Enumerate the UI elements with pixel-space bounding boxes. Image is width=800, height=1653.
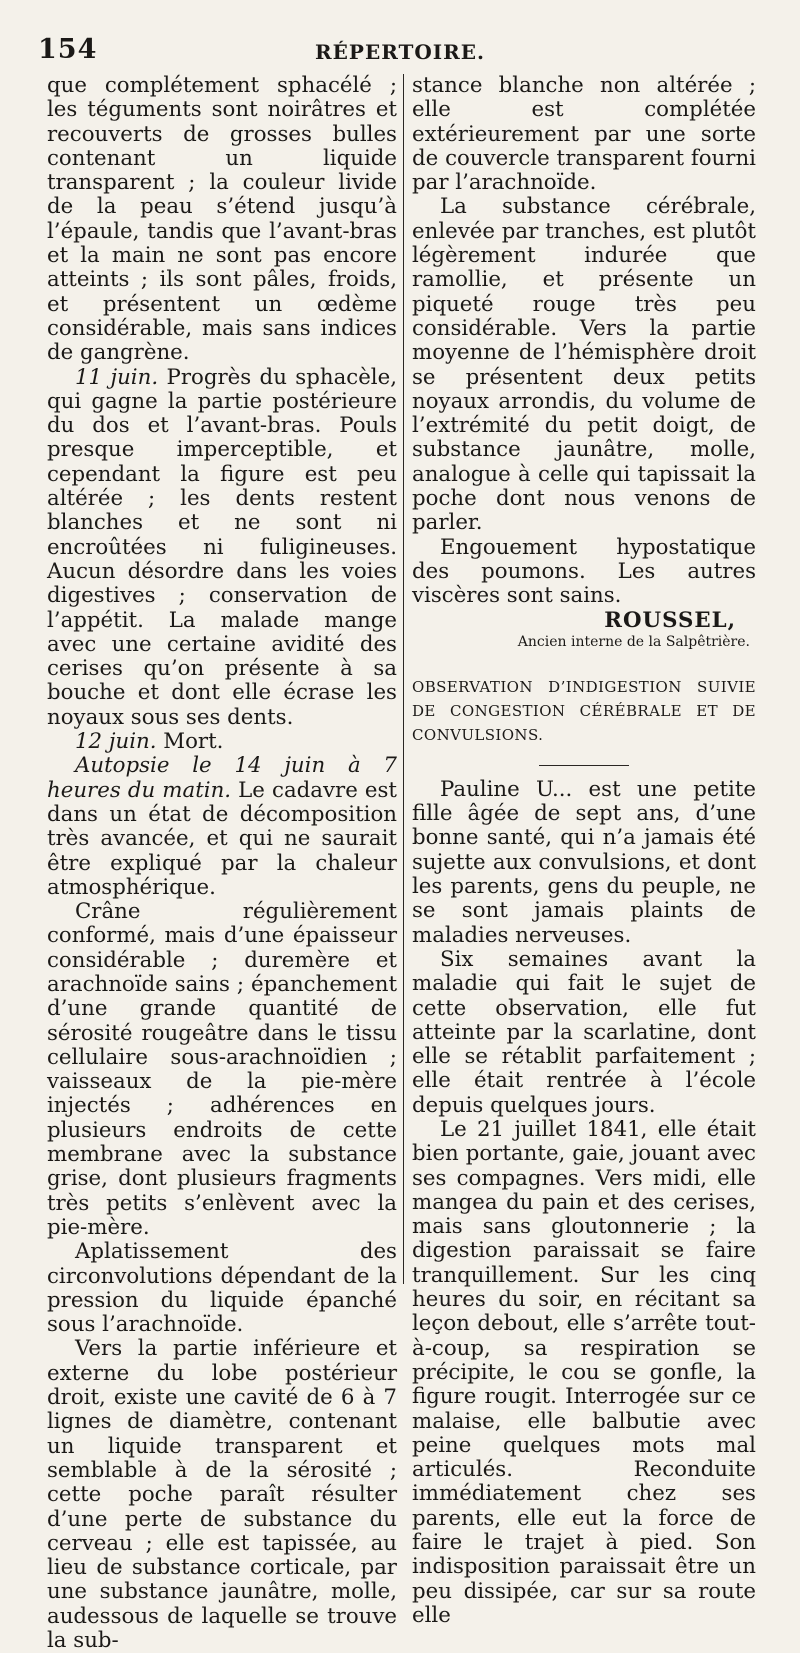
date-label: 12 juin. (75, 729, 157, 755)
paragraph: Vers la partie inférieure et externe du lobe postérieur droit, existe une cavité de 6 à 7 lignes de diamètre, contenant un liquide transparent et semblable à de la sérosité ; cette poche paraît résulter d’une perte de substance du cerveau ; elle est tapissée, au lieu de substance corticale, par une substance jaunâtre, molle, audessous de laquelle se trouve la sub- (47, 1336, 397, 1653)
column-divider (403, 74, 404, 1284)
running-head: RÉPERTOIRE. (315, 40, 485, 64)
paragraph: stance blanche non altérée ; elle est complétée extérieurement par une sorte de couvercle transparent fourni par l’arachnoïde. (412, 73, 756, 196)
paragraph: Aplatissement des circonvolutions dépendant de la pression du liquide épanché sous l’arachnoïde. (47, 1239, 397, 1338)
paragraph (47, 366, 397, 730)
paragraph: Engouement hypostatique des poumons. Les autres viscères sont sains. (412, 534, 756, 609)
title-rule (539, 765, 629, 766)
paragraph-text: Le cadavre est dans un état de décomposition très avancée, et qui ne saurait être expliqué par la chaleur atmosphérique. (47, 777, 397, 900)
signature-role: Ancien interne de la Salpêtrière. (517, 633, 750, 650)
paragraph: La substance cérébrale, enlevée par tranches, est plutôt légèrement indurée que ramollie, et présente un piqueté rouge très peu considérable. Vers la partie moyenne de l’hémisphère droit se présentent deux petits noyaux arrondis, du volume de l’extrémité du petit doigt, de substance jaunâtre, molle, analogue à celle qui tapissait la poche dont nous venons de parler. (412, 194, 756, 536)
paragraph: Six semaines avant la maladie qui fait le sujet de cette observation, elle fut atteinte par la scarlatine, dont elle se rétablit parfaitement ; elle était rentrée à l’école depuis quelques jours. (412, 946, 756, 1118)
paragraph: Pauline U... est une petite fille âgée de sept ans, d’une bonne santé, qui n’a jamais été sujette aux convulsions, et dont les parents, gens du peuple, ne se sont jamais plaints de maladies nerveuses. (412, 776, 756, 948)
date-label: 11 juin. (75, 364, 159, 390)
observation-title: OBSERVATION D’INDIGESTION SUIVIE DE CONGESTION CÉRÉBRALE ET DE CONVULSIONS. (412, 677, 756, 744)
signature-name: ROUSSEL, (604, 607, 736, 633)
page-number: 154 (38, 34, 98, 65)
paragraph: que complétement sphacélé ; les téguments sont noirâtres et recouverts de grosses bulles contenant un liquide transparent ; la couleur livide de la peau s’étend jusqu’à l’épaule, tandis que l’avant-bras et la main ne sont pas encore atteints ; ils sont pâles, froids, et présentent un œdème considérable, mais sans indices de gangrène. (47, 73, 397, 366)
paragraph (47, 754, 397, 900)
paragraph (47, 730, 397, 754)
paragraph-text: Progrès du sphacèle, qui gagne la partie postérieure du dos et l’avant-bras. Pouls presque imperceptible, et cependant la figure est peu altérée ; les dents restent blanches et ne sont ni encroûtées ni fuligineuses. Aucun désordre dans les voies digestives ; conservation de l’appétit. La malade mange avec une certaine avidité des cerises qu’on présente à sa bouche et dont elle écrase les noyaux sous ses dents. (47, 364, 397, 730)
paragraph-text: Mort. (156, 729, 224, 755)
left-column (47, 74, 397, 1653)
paragraph: Le 21 juillet 1841, elle était bien portante, gaie, jouant avec ses compagnes. Vers midi, elle mangea du pain et des cerises, mais sans gloutonnerie ; la digestion paraissait se faire tranquillement. Sur les cinq heures du soir, en récitant sa leçon debout, elle s’arrête tout-à-coup, sa respiration se précipite, le cou se gonfle, la figure rougit. Interrogée sur ce malaise, elle balbutie avec peine quelques mots mal articulés. Reconduite immédiatement chez ses parents, elle eut la force de faire le trajet à pied. Son indisposition paraissait être un peu dissipée, car sur sa route elle (412, 1116, 756, 1628)
right-column (412, 74, 756, 1628)
paragraph: Crâne régulièrement conformé, mais d’une épaisseur considérable ; duremère et arachnoïde sains ; épanchement d’une grande quantité de sérosité rougeâtre dans le tissu cellulaire sous-arachnoïdien ; vaisseaux de la pie-mère injectés ; adhérences en plusieurs endroits de cette membrane avec la substance grise, dont plusieurs fragments très petits s’enlèvent avec la pie-mère. (47, 899, 397, 1240)
autopsy-heading: Autopsie le 14 juin à 7 heures du matin. (47, 753, 397, 803)
